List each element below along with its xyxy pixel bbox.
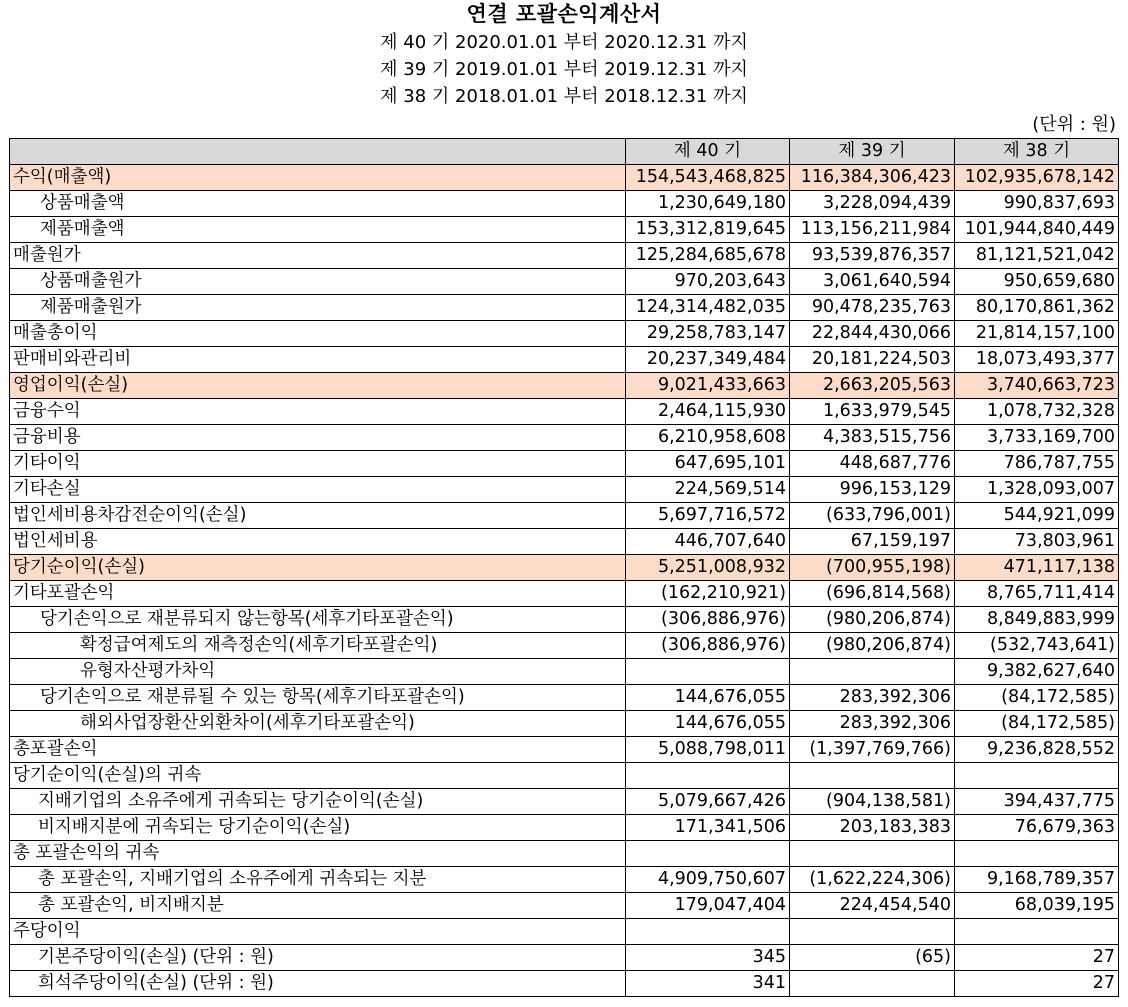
- value-cell-39: 2,663,205,563: [790, 373, 955, 399]
- table-row: [10, 659, 1119, 685]
- table-row: [10, 503, 1119, 529]
- row-label: 금융비용: [10, 425, 626, 451]
- income-statement-table: [9, 138, 1119, 997]
- value-cell-38: 18,073,493,377: [955, 347, 1119, 373]
- header-cell-label: [10, 139, 626, 165]
- table-row: [10, 841, 1119, 867]
- row-label: 법인세비용차감전순이익(손실): [10, 503, 626, 529]
- value-cell-38: (84,172,585): [955, 711, 1119, 737]
- value-cell-38: 27: [955, 971, 1119, 997]
- value-cell-40: 144,676,055: [626, 711, 790, 737]
- value-cell-40: [626, 763, 790, 789]
- value-cell-39: (904,138,581): [790, 789, 955, 815]
- table-row: [10, 737, 1119, 763]
- row-label: 총 포괄손익의 귀속: [10, 841, 626, 867]
- value-cell-40: 124,314,482,035: [626, 295, 790, 321]
- row-label: 영업이익(손실): [10, 373, 626, 399]
- row-label: 상품매출원가: [10, 269, 626, 295]
- value-cell-38: 101,944,840,449: [955, 217, 1119, 243]
- table-row: [10, 399, 1119, 425]
- table-row: [10, 685, 1119, 711]
- unit-label: (단위 : 원): [1032, 114, 1116, 135]
- value-cell-39: 3,061,640,594: [790, 269, 955, 295]
- value-cell-39: 1,633,979,545: [790, 399, 955, 425]
- value-cell-38: [955, 841, 1119, 867]
- value-cell-40: 154,543,468,825: [626, 165, 790, 191]
- value-cell-39: (1,622,224,306): [790, 867, 955, 893]
- row-label: 해외사업장환산외환차이(세후기타포괄손익): [10, 711, 626, 737]
- table-row: [10, 217, 1119, 243]
- value-cell-40: (162,210,921): [626, 581, 790, 607]
- table-header-row: [10, 139, 1119, 165]
- table-row: [10, 555, 1119, 581]
- table-row: [10, 165, 1119, 191]
- row-label: 총 포괄손익, 비지배지분: [10, 893, 626, 919]
- header-cell-38: 제 38 기: [955, 139, 1119, 165]
- table-row: [10, 191, 1119, 217]
- value-cell-39: 996,153,129: [790, 477, 955, 503]
- value-cell-38: 73,803,961: [955, 529, 1119, 555]
- period-line-38: 제 38 기 2018.01.01 부터 2018.12.31 까지: [380, 86, 748, 107]
- value-cell-38: (84,172,585): [955, 685, 1119, 711]
- value-cell-40: [626, 919, 790, 945]
- value-cell-40: 5,088,798,011: [626, 737, 790, 763]
- row-label: 기타손실: [10, 477, 626, 503]
- row-label: 확정급여제도의 재측정손익(세후기타포괄손익): [10, 633, 626, 659]
- table-row: [10, 971, 1119, 997]
- value-cell-38: 786,787,755: [955, 451, 1119, 477]
- value-cell-40: 5,697,716,572: [626, 503, 790, 529]
- value-cell-40: 5,251,008,932: [626, 555, 790, 581]
- row-label: 수익(매출액): [10, 165, 626, 191]
- value-cell-40: 5,079,667,426: [626, 789, 790, 815]
- row-label: 당기순이익(손실): [10, 555, 626, 581]
- header-cell-40: 제 40 기: [626, 139, 790, 165]
- row-label: 당기손익으로 재분류될 수 있는 항목(세후기타포괄손익): [10, 685, 626, 711]
- value-cell-39: 283,392,306: [790, 711, 955, 737]
- value-cell-39: 90,478,235,763: [790, 295, 955, 321]
- table-row: [10, 347, 1119, 373]
- row-label: 주당이익: [10, 919, 626, 945]
- value-cell-38: 68,039,195: [955, 893, 1119, 919]
- table-row: [10, 477, 1119, 503]
- value-cell-40: 647,695,101: [626, 451, 790, 477]
- value-cell-39: (980,206,874): [790, 633, 955, 659]
- table-row: [10, 789, 1119, 815]
- value-cell-40: (306,886,976): [626, 633, 790, 659]
- table-row: [10, 373, 1119, 399]
- row-label: 기타포괄손익: [10, 581, 626, 607]
- value-cell-39: [790, 763, 955, 789]
- row-label: 제품매출액: [10, 217, 626, 243]
- value-cell-40: 341: [626, 971, 790, 997]
- value-cell-39: 203,183,383: [790, 815, 955, 841]
- row-label: 당기순이익(손실)의 귀속: [10, 763, 626, 789]
- value-cell-39: [790, 841, 955, 867]
- row-label: 판매비와관리비: [10, 347, 626, 373]
- value-cell-38: 21,814,157,100: [955, 321, 1119, 347]
- row-label: 제품매출원가: [10, 295, 626, 321]
- value-cell-38: 990,837,693: [955, 191, 1119, 217]
- table-row: [10, 321, 1119, 347]
- table-row: [10, 815, 1119, 841]
- value-cell-40: (306,886,976): [626, 607, 790, 633]
- value-cell-40: 224,569,514: [626, 477, 790, 503]
- value-cell-38: 950,659,680: [955, 269, 1119, 295]
- table-row: [10, 919, 1119, 945]
- value-cell-38: 8,849,883,999: [955, 607, 1119, 633]
- row-label: 법인세비용: [10, 529, 626, 555]
- value-cell-38: 102,935,678,142: [955, 165, 1119, 191]
- period-line-40: 제 40 기 2020.01.01 부터 2020.12.31 까지: [380, 32, 748, 53]
- row-label: 지배기업의 소유주에게 귀속되는 당기순이익(손실): [10, 789, 626, 815]
- value-cell-39: 116,384,306,423: [790, 165, 955, 191]
- row-label: 당기손익으로 재분류되지 않는항목(세후기타포괄손익): [10, 607, 626, 633]
- statement-header: [0, 0, 1128, 138]
- table-row: [10, 581, 1119, 607]
- value-cell-38: 8,765,711,414: [955, 581, 1119, 607]
- row-label: 매출총이익: [10, 321, 626, 347]
- value-cell-39: (633,796,001): [790, 503, 955, 529]
- statement-title: 연결 포괄손익계산서: [466, 2, 662, 26]
- value-cell-40: 2,464,115,930: [626, 399, 790, 425]
- row-label: 기본주당이익(손실) (단위 : 원): [10, 945, 626, 971]
- value-cell-39: 67,159,197: [790, 529, 955, 555]
- value-cell-40: 446,707,640: [626, 529, 790, 555]
- table-row: [10, 633, 1119, 659]
- value-cell-38: 3,733,169,700: [955, 425, 1119, 451]
- value-cell-38: 3,740,663,723: [955, 373, 1119, 399]
- value-cell-38: 76,679,363: [955, 815, 1119, 841]
- value-cell-40: 125,284,685,678: [626, 243, 790, 269]
- value-cell-38: 81,121,521,042: [955, 243, 1119, 269]
- value-cell-40: 1,230,649,180: [626, 191, 790, 217]
- value-cell-40: 20,237,349,484: [626, 347, 790, 373]
- value-cell-40: 179,047,404: [626, 893, 790, 919]
- row-label: 유형자산평가차익: [10, 659, 626, 685]
- value-cell-39: [790, 971, 955, 997]
- value-cell-39: 4,383,515,756: [790, 425, 955, 451]
- value-cell-39: (980,206,874): [790, 607, 955, 633]
- value-cell-38: 1,078,732,328: [955, 399, 1119, 425]
- value-cell-40: 171,341,506: [626, 815, 790, 841]
- row-label: 희석주당이익(손실) (단위 : 원): [10, 971, 626, 997]
- value-cell-38: 9,236,828,552: [955, 737, 1119, 763]
- row-label: 매출원가: [10, 243, 626, 269]
- table-body: [10, 139, 1119, 997]
- row-label: 비지배지분에 귀속되는 당기순이익(손실): [10, 815, 626, 841]
- row-label: 금융수익: [10, 399, 626, 425]
- value-cell-40: 345: [626, 945, 790, 971]
- value-cell-38: [955, 763, 1119, 789]
- value-cell-39: [790, 659, 955, 685]
- value-cell-38: 9,382,627,640: [955, 659, 1119, 685]
- value-cell-39: 448,687,776: [790, 451, 955, 477]
- table-row: [10, 893, 1119, 919]
- row-label: 상품매출액: [10, 191, 626, 217]
- value-cell-40: 9,021,433,663: [626, 373, 790, 399]
- value-cell-38: 80,170,861,362: [955, 295, 1119, 321]
- value-cell-39: [790, 919, 955, 945]
- value-cell-40: 6,210,958,608: [626, 425, 790, 451]
- value-cell-40: 4,909,750,607: [626, 867, 790, 893]
- value-cell-39: 93,539,876,357: [790, 243, 955, 269]
- value-cell-38: 27: [955, 945, 1119, 971]
- value-cell-39: 20,181,224,503: [790, 347, 955, 373]
- table-row: [10, 269, 1119, 295]
- value-cell-38: (532,743,641): [955, 633, 1119, 659]
- value-cell-38: [955, 919, 1119, 945]
- value-cell-39: 224,454,540: [790, 893, 955, 919]
- value-cell-39: (1,397,769,766): [790, 737, 955, 763]
- value-cell-39: (65): [790, 945, 955, 971]
- period-line-39: 제 39 기 2019.01.01 부터 2019.12.31 까지: [380, 59, 748, 80]
- value-cell-39: (700,955,198): [790, 555, 955, 581]
- row-label: 총 포괄손익, 지배기업의 소유주에게 귀속되는 지분: [10, 867, 626, 893]
- table-row: [10, 295, 1119, 321]
- value-cell-40: [626, 659, 790, 685]
- row-label: 총포괄손익: [10, 737, 626, 763]
- row-label: 기타이익: [10, 451, 626, 477]
- value-cell-40: 970,203,643: [626, 269, 790, 295]
- value-cell-39: 3,228,094,439: [790, 191, 955, 217]
- value-cell-39: 113,156,211,984: [790, 217, 955, 243]
- table-row: [10, 529, 1119, 555]
- value-cell-39: (696,814,568): [790, 581, 955, 607]
- table-row: [10, 451, 1119, 477]
- table-row: [10, 945, 1119, 971]
- table-row: [10, 607, 1119, 633]
- value-cell-40: [626, 841, 790, 867]
- value-cell-40: 144,676,055: [626, 685, 790, 711]
- value-cell-40: 29,258,783,147: [626, 321, 790, 347]
- table-row: [10, 867, 1119, 893]
- value-cell-38: 544,921,099: [955, 503, 1119, 529]
- value-cell-40: 153,312,819,645: [626, 217, 790, 243]
- table-row: [10, 425, 1119, 451]
- value-cell-38: 9,168,789,357: [955, 867, 1119, 893]
- header-cell-39: 제 39 기: [790, 139, 955, 165]
- value-cell-38: 471,117,138: [955, 555, 1119, 581]
- value-cell-38: 394,437,775: [955, 789, 1119, 815]
- value-cell-39: 22,844,430,066: [790, 321, 955, 347]
- table-row: [10, 763, 1119, 789]
- value-cell-38: 1,328,093,007: [955, 477, 1119, 503]
- value-cell-39: 283,392,306: [790, 685, 955, 711]
- table-row: [10, 243, 1119, 269]
- table-row: [10, 711, 1119, 737]
